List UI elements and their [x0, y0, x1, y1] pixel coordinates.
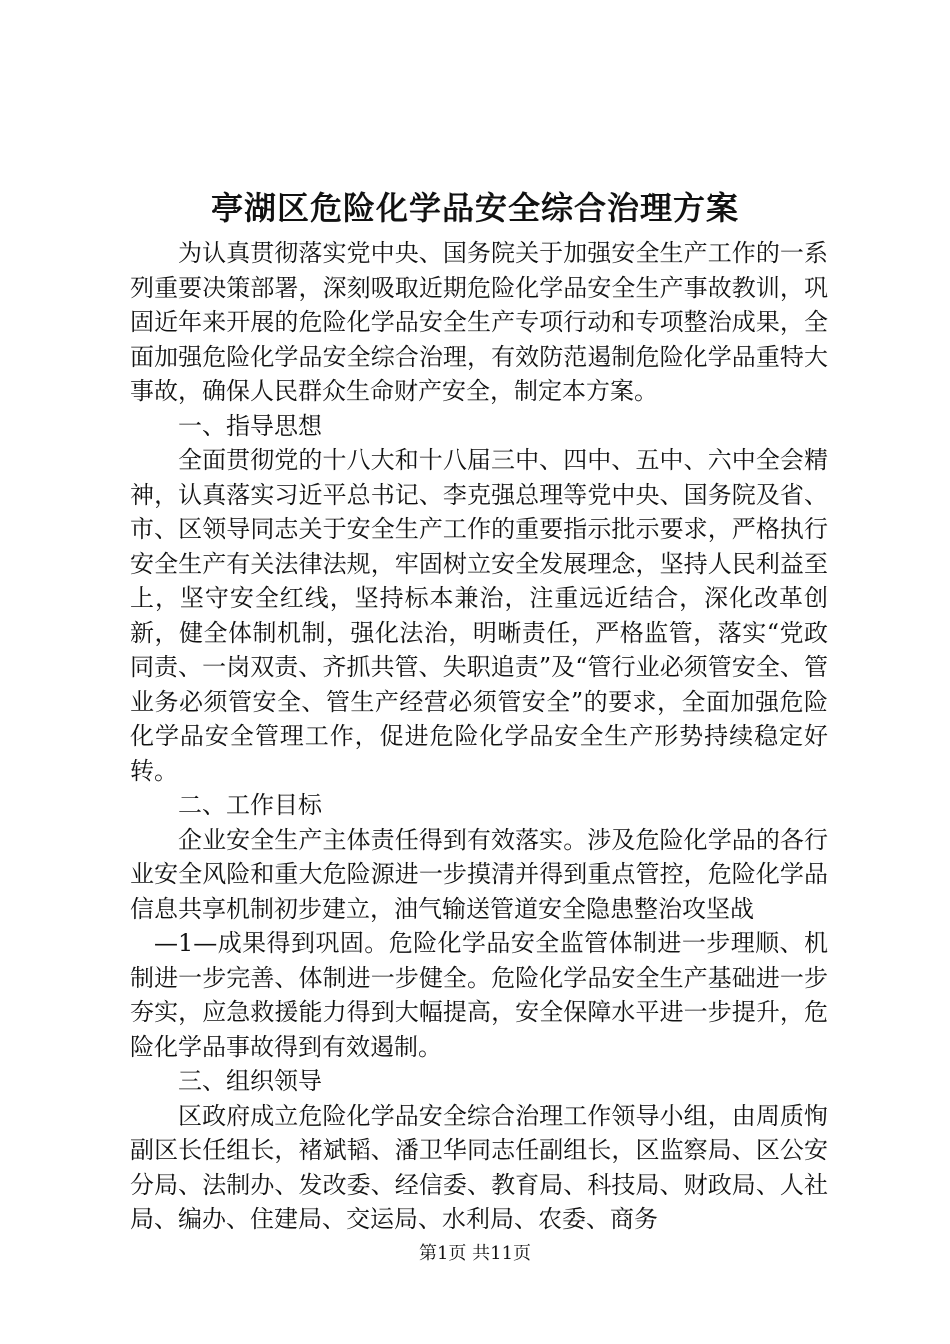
section-heading-organization: 三、组织领导 [178, 1067, 322, 1095]
work-goals-paragraph: 企业安全生产主体责任得到有效落实。涉及危险化学品的各行业安全风险和重大危险源进一步摸清并得到重点管控，危险化学品信息共享机制初步建立，油气输送管道安全隐患整治攻坚战 [130, 825, 828, 923]
section-heading-work-goals: 二、工作目标 [178, 791, 322, 819]
page-indicator: 第1页 共11页 [418, 1243, 532, 1264]
work-goals-continuation-paragraph: —1—成果得到巩固。危险化学品安全监管体制进一步理顺、机制进一步完善、体制进一步健全。危险化学品安全生产基础进一步夯实，应急救援能力得到大幅提高，安全保障水平进一步提升，危险化学品事故得到有效遏制。 [130, 929, 828, 1061]
document-body [130, 236, 828, 1237]
section-heading-guiding-ideology: 一、指导思想 [178, 411, 322, 440]
organization-paragraph: 区政府成立危险化学品安全综合治理工作领导小组，由周质恂副区长任组长，褚斌韬、潘卫华同志任副组长，区监察局、区公安分局、法制办、发改委、经信委、教育局、科技局、财政局、人社局、编办、住建局、交运局、水利局、农委、商务 [130, 1101, 828, 1233]
guiding-ideology-paragraph: 全面贯彻党的十八大和十八届三中、四中、五中、六中全会精神，认真落实习近平总书记、李克强总理等党中央、国务院及省、市、区领导同志关于安全生产工作的重要指示批示要求，严格执行安全生产有关法律法规，牢固树立安全发展理念，坚持人民利益至上，坚守安全红线，坚持标本兼治，注重远近结合，深化改革创新，健全体制机制，强化法治，明晰责任，严格监管，落实“党政同责、一岗双责、齐抓共管、失职追责”及“管行业必须管安全、管业务必须管安全、管生产经营必须管安全”的要求，全面加强危险化学品安全管理工作，促进危险化学品安全生产形势持续稳定好转。 [130, 446, 828, 785]
intro-paragraph: 为认真贯彻落实党中央、国务院关于加强安全生产工作的一系列重要决策部署，深刻吸取近期危险化学品安全生产事故教训，巩固近年来开展的危险化学品安全生产专项行动和专项整治成果，全面加强危险化学品安全综合治理，有效防范遏制危险化学品重特大事故，确保人民群众生命财产安全，制定本方案。 [130, 239, 828, 405]
document-title: 亭湖区危险化学品安全综合治理方案 [210, 189, 739, 227]
